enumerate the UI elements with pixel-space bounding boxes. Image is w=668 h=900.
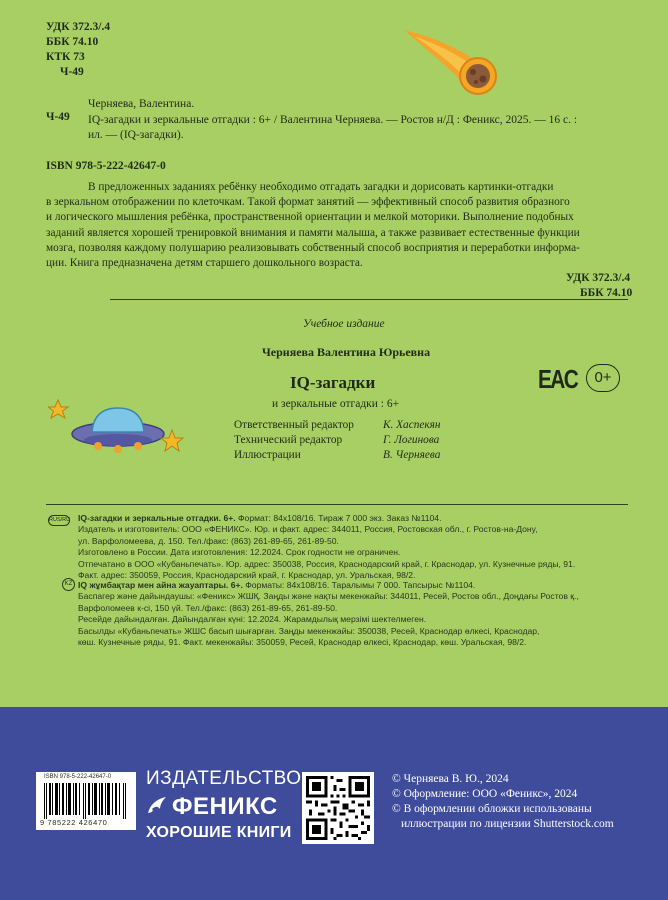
publisher-label: ИЗДАТЕЛЬСТВО (146, 768, 302, 789)
annotation-line: В предложенных заданиях ребёнку необходимо отгадать загадки и дорисовать картинки-отгадки (88, 181, 554, 193)
age-rating-badge: 0+ (586, 364, 620, 392)
annotation (46, 180, 628, 271)
imprint-line: ул. Варфоломеева, д. 150. Тел./факс: (863) 261-89-65, 261-89-50. (78, 535, 339, 546)
imprint-kz (78, 580, 634, 648)
imprint-kz-format: Форматы: 84х108/16. Таралымы 7 000. Тапсырыс №1104. (242, 580, 476, 590)
annotation-line: мозга, позволяя каждому полушарию реализовывать собственный способ восприятия и переработки информа- (46, 241, 580, 254)
divider (46, 504, 628, 505)
credits-names (383, 418, 441, 463)
imprint-line: Отпечатано в ООО «Кубаньпечать». Юр. адрес: 350038, Россия, Краснодарский край, г. Краснодар, ул. Кузнечные ряды, 91. (78, 558, 576, 569)
imprint-kz-title: IQ жұмбақтар мен айна жауаптары. 6+. (78, 580, 243, 590)
udk-code: УДК 372.3/.4 (46, 21, 111, 33)
barcode (36, 772, 136, 830)
author-code: Ч-49 (60, 66, 84, 78)
copyright-line: © Оформление: ООО «Феникс», 2024 (392, 788, 578, 800)
biblio-record (88, 97, 628, 144)
edition-type: Учебное издание (303, 318, 385, 330)
top-codes (46, 20, 110, 80)
isbn: ISBN 978-5-222-42647-0 (46, 160, 166, 172)
credits-roles (234, 418, 354, 463)
imprint-line: Варфоломеев к-сі, 150 үй. Тел./факс: (863) 261-89-65, 261-89-50. (78, 602, 338, 613)
annotation-line: и логического мышления ребёнка, пространственной ориентации и мелкой моторики. Выполнение подобных (46, 211, 574, 224)
author-full-name: Черняева Валентина Юрьевна (262, 345, 431, 359)
author-mark: Ч-49 (46, 111, 70, 123)
kz-badge: KZ (62, 578, 75, 591)
imprint-line: көш. Кузнечные ряды, 91. Факт. мекенжайы: 350059, Ресей, Краснодар өлкесі, Краснодар, көш. Уральская, 98/2. (78, 637, 527, 648)
credit-name: В. Черняева (383, 449, 441, 461)
copyright-line: © Черняева В. Ю., 2024 (392, 773, 509, 785)
divider (110, 299, 628, 300)
biblio-line: ил. — (IQ-загадки). (88, 129, 184, 141)
imprint-line: Басылды «Кубаньпечать» ЖШС басып шығарған. Заңды мекенжайы: 350038, Ресей, Краснодар өлкесі, Краснодар, (78, 625, 540, 636)
imprint-ru-title: IQ-загадки и зеркальные отгадки. 6+. (78, 513, 236, 523)
barcode-isbn: ISBN 978-5-222-42647-0 (44, 774, 112, 780)
credit-name: Г. Логинова (383, 434, 440, 446)
barcode-bars-icon (44, 783, 128, 819)
publisher-slogan: ХОРОШИЕ КНИГИ (146, 824, 292, 841)
biblio-line: Черняева, Валентина. (88, 98, 195, 110)
comet-icon (400, 26, 510, 98)
copyright-line: © В оформлении обложки использованы (392, 803, 592, 815)
bbk-code: ББК 74.10 (580, 287, 633, 299)
book-title: IQ-загадки (290, 373, 376, 392)
imprint-line: Факт. адрес: 350059, Россия, Краснодарский край, г. Краснодар, ул. Уральская, 98/2. (78, 570, 416, 581)
bbk-code: ББК 74.10 (46, 36, 99, 48)
copyright-block (392, 772, 614, 832)
imprint-line: Ресейде дайындалған. Дайындалған күні: 12.2024. Жарамдылық мерзімі шектелмеген. (78, 614, 427, 625)
biblio-line: IQ-загадки и зеркальные отгадки : 6+ / Валентина Черняева. — Ростов н/Д : Феникс, 2025. — 16 с. : (88, 113, 578, 126)
annotation-line: в зеркальном отображении по клеточкам. Такой формат занятий — эффективный способ развития образного (46, 196, 570, 209)
barcode-digits: 9 785222 426470 (40, 818, 108, 827)
imprint-ru (78, 513, 634, 581)
udk-code: УДК 372.3/.4 (566, 272, 631, 284)
imprint-ru-format: Формат: 84х108/16. Тираж 7 000 экз. Заказ №1104. (235, 513, 442, 523)
ufo-icon (48, 398, 188, 464)
qr-code-icon (302, 772, 374, 844)
imprint-line: Изготовлено в России. Дата изготовления: 12.2024. Срок годности не ограничен. (78, 547, 401, 558)
bottom-codes (566, 271, 632, 301)
annotation-line: заданий является хорошей тренировкой внимания и памяти малыша, а также развивает естественные функции (46, 226, 580, 239)
ktk-code: КТК 73 (46, 51, 85, 63)
copyright-line: иллюстрации по лицензии Shutterstock.com (401, 818, 614, 830)
book-subtitle: и зеркальные отгадки : 6+ (272, 398, 400, 410)
rus-badge: RUS/RU (48, 515, 70, 526)
phoenix-logo-icon (146, 795, 168, 817)
credit-role: Технический редактор (234, 434, 343, 446)
credit-name: К. Хаспекян (383, 419, 441, 431)
credit-role: Иллюстрации (234, 449, 301, 461)
eac-mark: EAC (538, 364, 578, 394)
annotation-line: ции. Книга предназначена детям старшего дошкольного возраста. (46, 257, 363, 270)
credit-role: Ответственный редактор (234, 419, 354, 431)
publisher-brand: ФЕНИКС (172, 793, 278, 820)
imprint-line: Баспагер және дайындаушы: «Феникс» ЖШҚ. Заңды және нақты мекенжайы: 344011, Ресей, Ростов обл., Доңдағы Ростов қ., (78, 591, 579, 602)
imprint-line: Издатель и изготовитель: ООО «ФЕНИКС». Юр. и факт. адрес: 344011, Россия, Ростовская обл., г. Ростов-на-Дону, (78, 524, 538, 535)
